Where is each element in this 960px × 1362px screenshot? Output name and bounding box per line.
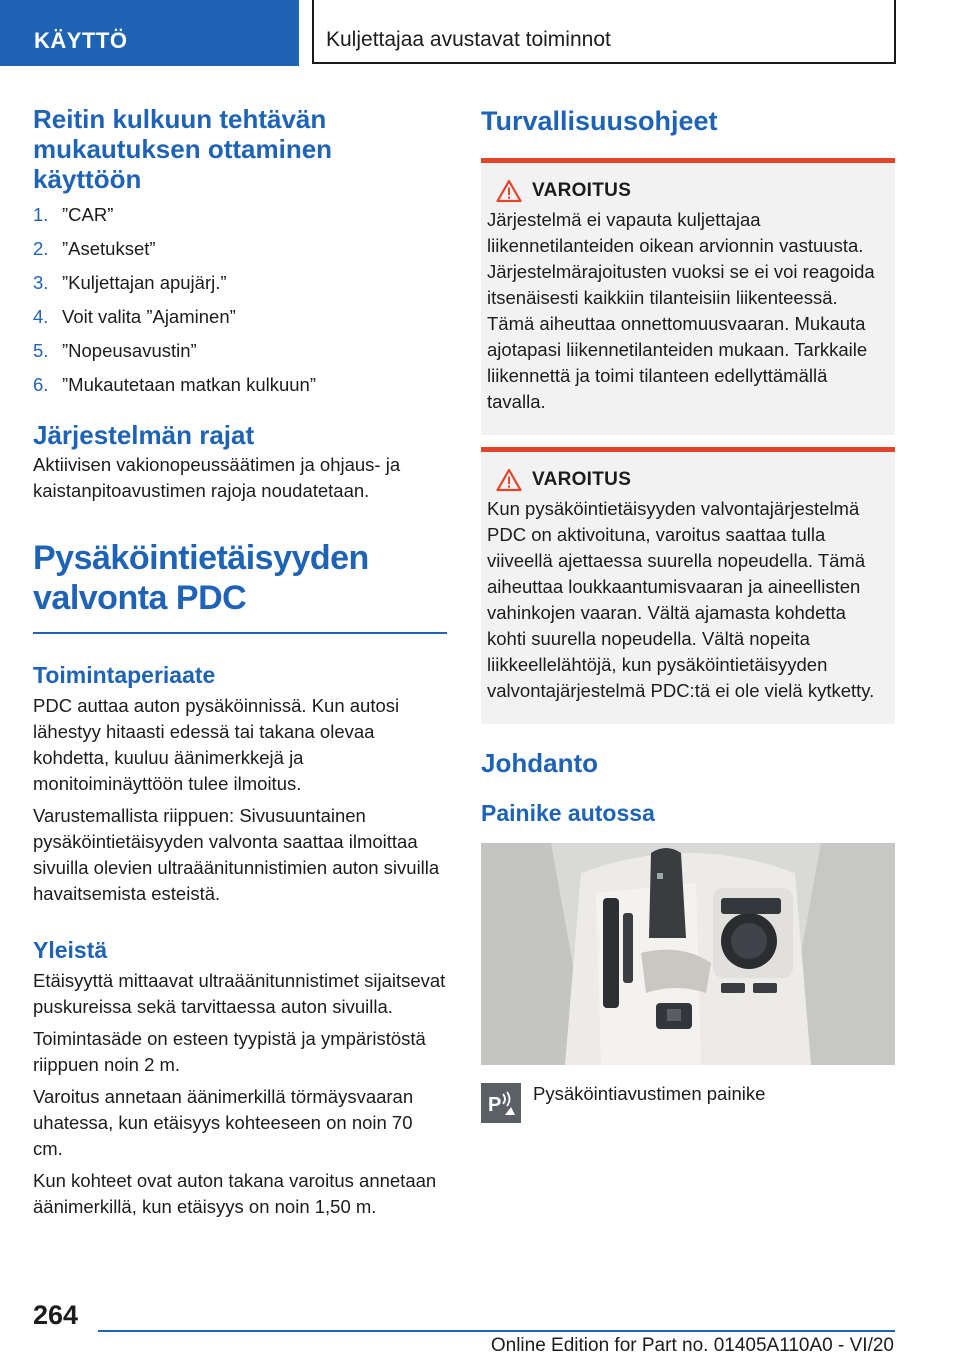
section-divider bbox=[33, 632, 447, 634]
left-column bbox=[33, 104, 447, 1220]
limits-text: Aktiivisen vakionopeussäätimen ja ohjaus- ja kaistanpitoavustimen rajoja noudatetaan. bbox=[33, 454, 401, 501]
general-paragraph-2: Toimintasäde on esteen tyypistä ja ympäristöstä riippuen noin 2 m. bbox=[33, 1028, 426, 1075]
principle-paragraph-1: PDC auttaa auton pysäköinnissä. Kun autosi lähestyy hitaasti edessä tai takana olevaa kohdetta, kuuluu äänimerkkejä ja monitoiminäyttöön tulee ilmoitus. bbox=[33, 695, 400, 794]
steps-list bbox=[33, 198, 447, 402]
principle-paragraph-2: Varustemallista riippuen: Sivusuuntainen pysäköintietäisyyden valvonta saattaa ilmoittaa sivuilla olevien ultraäänitunnistimien auton sivuilla havaitsemista esteistä. bbox=[33, 805, 440, 904]
page-number: 264 bbox=[33, 1300, 79, 1330]
warning-title: VAROITUS bbox=[532, 469, 632, 490]
intro-heading: Johdanto bbox=[481, 748, 598, 778]
chapter-title: Kuljettajaa avustavat toiminnot bbox=[312, 0, 896, 64]
list-item bbox=[33, 300, 447, 334]
pdc-heading: Pysäköintietäisyyden valvonta PDC bbox=[33, 539, 369, 617]
section-tab: KÄYTTÖ bbox=[0, 0, 299, 66]
svg-text:P: P bbox=[488, 1094, 502, 1116]
limits-heading: Järjestelmän rajat bbox=[33, 420, 255, 450]
step-text: ”Asetukset” bbox=[62, 238, 156, 259]
warning-title: VAROITUS bbox=[532, 180, 632, 201]
warning-text: Järjestelmä ei vapauta kuljettajaa liikennetilanteiden oikean arvionnin vastuusta. Järjestelmärajoitusten vuoksi se ei voi reagoida itsenäisesti kaikkiin tilanteisiin liikenteessä. Tämä aiheuttaa onnettomuusvaaran. Mukauta ajotapasi liikennetilanteiden mukaan. Tarkkaile liikennettä ja toimi tilanteen edellyttämällä tavalla. bbox=[487, 209, 875, 412]
list-item bbox=[33, 232, 447, 266]
principle-heading: Toimintaperiaate bbox=[33, 662, 216, 688]
general-paragraph-4: Kun kohteet ovat auton takana varoitus annetaan äänimerkillä, kun etäisyys on noin 1,50 m. bbox=[33, 1170, 437, 1217]
right-column bbox=[481, 104, 895, 1123]
step-text: ”Kuljettajan apujärj.” bbox=[62, 272, 227, 293]
caption-text: Pysäköintiavustimen painike bbox=[533, 1083, 766, 1104]
center-console-photo bbox=[481, 843, 895, 1065]
parking-assist-button-icon bbox=[481, 1083, 521, 1123]
step-number: 2. bbox=[33, 238, 49, 259]
warning-box bbox=[481, 447, 895, 724]
general-heading: Yleistä bbox=[33, 937, 108, 963]
step-text: ”Nopeusavustin” bbox=[62, 340, 197, 361]
step-number: 3. bbox=[33, 272, 49, 293]
step-number: 6. bbox=[33, 374, 49, 395]
step-text: ”Mukautetaan matkan kulkuun” bbox=[62, 374, 316, 395]
route-heading: Reitin kulkuun tehtävän mukautuksen ottaminen käyttöön bbox=[33, 104, 333, 194]
warning-text: Kun pysäköintietäisyyden valvontajärjestelmä PDC on aktivoituna, varoitus saattaa tulla viiveellä ajettaessa suurella nopeudella. Tämä aiheuttaa loukkaantumisvaaran ja aineellisten vahinkojen vaaran. Vältä ajamasta kohdetta kohti suurella nopeudella. Vältä nopeita liikkeellelähtöjä, kun pysäköintietäisyyden valvontajärjestelmä PDC:tä ei ole vielä kytketty. bbox=[487, 498, 875, 701]
general-paragraph-3: Varoitus annetaan äänimerkillä törmäysvaaran uhatessa, kun etäisyys kohteeseen on noin 70 cm. bbox=[33, 1086, 414, 1159]
list-item bbox=[33, 266, 447, 300]
step-number: 5. bbox=[33, 340, 49, 361]
step-text: Voit valita ”Ajaminen” bbox=[62, 306, 236, 327]
caption-row bbox=[481, 1083, 895, 1123]
step-number: 1. bbox=[33, 204, 49, 225]
step-text: ”CAR” bbox=[62, 204, 114, 225]
safety-heading: Turvallisuusohjeet bbox=[481, 106, 718, 136]
list-item bbox=[33, 368, 447, 402]
warning-triangle-icon bbox=[496, 468, 522, 492]
footer-divider bbox=[98, 1330, 895, 1332]
warning-box bbox=[481, 158, 895, 435]
general-paragraph-1: Etäisyyttä mittaavat ultraäänitunnistimet sijaitsevat puskureissa sekä tarvittaessa auton sivuilla. bbox=[33, 970, 446, 1017]
button-heading: Painike autossa bbox=[481, 800, 655, 826]
warning-triangle-icon bbox=[496, 179, 522, 203]
list-item bbox=[33, 198, 447, 232]
step-number: 4. bbox=[33, 306, 49, 327]
edition-text: Online Edition for Part no. 01405A110A0 - VI/20 bbox=[490, 1335, 894, 1356]
list-item bbox=[33, 334, 447, 368]
